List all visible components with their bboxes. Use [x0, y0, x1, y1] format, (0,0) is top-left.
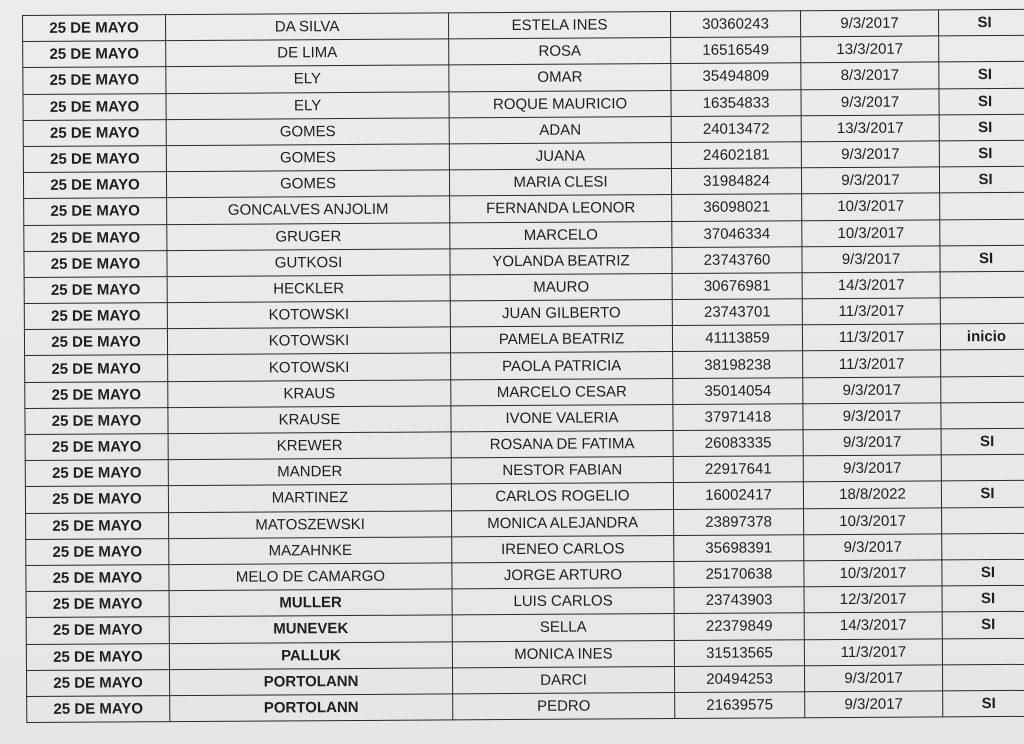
date-cell: 11/3/2017	[802, 298, 940, 325]
surname-cell: MULLER	[169, 589, 452, 617]
date-cell: 9/3/2017	[802, 246, 940, 273]
locality-cell: 25 DE MAYO	[24, 224, 167, 251]
document-number-cell: 37046334	[672, 220, 802, 247]
surname-cell: GRUGER	[167, 222, 450, 250]
date-cell: 9/3/2017	[803, 403, 941, 430]
document-number-cell: 16354833	[671, 89, 801, 116]
document-number-cell: 23897378	[674, 508, 804, 535]
status-cell	[942, 638, 1024, 665]
status-cell	[942, 507, 1024, 534]
surname-cell: DA SILVA	[166, 13, 449, 41]
locality-cell: 25 DE MAYO	[23, 119, 166, 146]
date-cell: 9/3/2017	[803, 455, 941, 482]
surname-cell: HECKLER	[167, 275, 450, 303]
locality-cell: 25 DE MAYO	[26, 591, 169, 618]
locality-cell: 25 DE MAYO	[27, 695, 170, 722]
given-name-cell: MONICA ALEJANDRA	[452, 509, 674, 537]
date-cell: 9/3/2017	[801, 167, 939, 194]
date-cell: 9/3/2017	[804, 665, 942, 692]
locality-cell: 25 DE MAYO	[23, 15, 166, 42]
given-name-cell: MARCELO	[450, 221, 672, 249]
table-row	[27, 690, 1024, 722]
status-cell: SI	[943, 690, 1024, 717]
surname-cell: MANDER	[168, 458, 451, 486]
given-name-cell: JUANA	[449, 142, 671, 170]
given-name-cell: ESTELA INES	[448, 12, 670, 40]
status-cell: SI	[939, 166, 1024, 193]
surname-cell: MATOSZEWSKI	[169, 510, 452, 538]
surname-cell: GOMES	[166, 118, 449, 146]
locality-cell: 25 DE MAYO	[27, 669, 170, 696]
given-name-cell: MARCELO CESAR	[451, 378, 673, 406]
locality-cell: 25 DE MAYO	[25, 486, 168, 513]
status-cell	[941, 402, 1024, 429]
surname-cell: PORTOLANN	[170, 694, 453, 722]
date-cell: 9/3/2017	[801, 88, 939, 115]
document-number-cell: 22917641	[673, 456, 803, 483]
locality-cell: 25 DE MAYO	[23, 93, 166, 120]
status-cell	[940, 219, 1024, 246]
surname-cell: KRAUS	[168, 380, 451, 408]
date-cell: 9/3/2017	[803, 429, 941, 456]
locality-cell: 25 DE MAYO	[25, 355, 168, 382]
surname-cell: PORTOLANN	[169, 668, 452, 696]
document-number-cell: 31984824	[671, 168, 801, 195]
locality-cell: 25 DE MAYO	[23, 67, 166, 94]
surname-cell: GUTKOSI	[167, 249, 450, 277]
date-cell: 8/3/2017	[801, 62, 939, 89]
surname-cell: MELO DE CAMARGO	[169, 563, 452, 591]
locality-cell: 25 DE MAYO	[26, 538, 169, 565]
locality-cell: 25 DE MAYO	[23, 172, 166, 199]
surname-cell: KRAUSE	[168, 406, 451, 434]
status-cell: SI	[940, 245, 1024, 272]
document-number-cell: 30360243	[670, 11, 800, 38]
date-cell: 9/3/2017	[805, 691, 943, 718]
surname-cell: GONCALVES ANJOLIM	[167, 196, 450, 224]
status-cell: SI	[941, 428, 1024, 455]
status-cell	[941, 376, 1024, 403]
given-name-cell: PEDRO	[453, 692, 675, 720]
surname-cell: KREWER	[168, 432, 451, 460]
date-cell: 10/3/2017	[802, 193, 940, 220]
given-name-cell: ADAN	[449, 116, 671, 144]
document-number-cell: 16516549	[671, 37, 801, 64]
date-cell: 11/3/2017	[804, 638, 942, 665]
given-name-cell: IVONE VALERIA	[451, 404, 673, 432]
date-cell: 13/3/2017	[801, 36, 939, 63]
date-cell: 11/3/2017	[803, 350, 941, 377]
document-number-cell: 30676981	[672, 273, 802, 300]
surname-cell: MARTINEZ	[168, 484, 451, 512]
locality-cell: 25 DE MAYO	[25, 407, 168, 434]
document-number-cell: 23743760	[672, 246, 802, 273]
given-name-cell: LUIS CARLOS	[452, 588, 674, 616]
status-cell: SI	[939, 62, 1024, 89]
locality-cell: 25 DE MAYO	[26, 643, 169, 670]
date-cell: 9/3/2017	[800, 10, 938, 37]
locality-cell: 25 DE MAYO	[26, 617, 169, 644]
given-name-cell: JORGE ARTURO	[452, 561, 674, 589]
locality-cell: 25 DE MAYO	[23, 146, 166, 173]
status-cell	[942, 533, 1024, 560]
date-cell: 14/3/2017	[804, 612, 942, 639]
date-cell: 9/3/2017	[803, 377, 941, 404]
document-number-cell: 41113859	[672, 325, 802, 352]
document-number-cell: 16002417	[673, 482, 803, 509]
document-number-cell: 37971418	[673, 404, 803, 431]
status-cell	[942, 664, 1024, 691]
locality-cell: 25 DE MAYO	[24, 276, 167, 303]
roster-table	[22, 9, 1024, 723]
locality-cell: 25 DE MAYO	[24, 329, 167, 356]
document-number-cell: 35494809	[671, 63, 801, 90]
date-cell: 9/3/2017	[804, 534, 942, 561]
given-name-cell: ROSA	[449, 38, 671, 66]
surname-cell: ELY	[166, 65, 449, 93]
document-number-cell: 20494253	[674, 665, 804, 692]
locality-cell: 25 DE MAYO	[24, 250, 167, 277]
surname-cell: KOTOWSKI	[167, 301, 450, 329]
document-number-cell: 21639575	[675, 692, 805, 719]
status-cell: SI	[939, 88, 1024, 115]
document-number-cell: 24013472	[671, 115, 801, 142]
status-cell: SI	[941, 481, 1024, 508]
given-name-cell: YOLANDA BEATRIZ	[450, 247, 672, 275]
given-name-cell: CARLOS ROGELIO	[451, 483, 673, 511]
status-cell: SI	[939, 140, 1024, 167]
status-cell	[939, 36, 1024, 63]
status-cell: inicio	[940, 324, 1024, 351]
date-cell: 11/3/2017	[802, 324, 940, 351]
locality-cell: 25 DE MAYO	[23, 41, 166, 68]
status-cell: SI	[942, 559, 1024, 586]
document-number-cell: 24602181	[671, 142, 801, 169]
status-cell: SI	[938, 9, 1024, 36]
surname-cell: DE LIMA	[166, 39, 449, 67]
status-cell: SI	[942, 585, 1024, 612]
date-cell: 10/3/2017	[802, 219, 940, 246]
status-cell: SI	[942, 612, 1024, 639]
status-cell	[941, 455, 1024, 482]
given-name-cell: ROQUE MAURICIO	[449, 90, 671, 118]
surname-cell: GOMES	[166, 170, 449, 198]
given-name-cell: PAMELA BEATRIZ	[450, 326, 672, 354]
date-cell: 10/3/2017	[804, 560, 942, 587]
date-cell: 14/3/2017	[802, 272, 940, 299]
status-cell	[940, 297, 1024, 324]
locality-cell: 25 DE MAYO	[25, 434, 168, 461]
surname-cell: KOTOWSKI	[168, 353, 451, 381]
given-name-cell: FERNANDA LEONOR	[450, 195, 672, 223]
given-name-cell: OMAR	[449, 64, 671, 92]
surname-cell: GOMES	[166, 144, 449, 172]
date-cell: 9/3/2017	[801, 141, 939, 168]
date-cell: 18/8/2022	[803, 481, 941, 508]
document-number-cell: 23743701	[672, 299, 802, 326]
given-name-cell: ROSANA DE FATIMA	[451, 431, 673, 459]
given-name-cell: NESTOR FABIAN	[451, 457, 673, 485]
surname-cell: MUNEVEK	[169, 615, 452, 643]
document-number-cell: 23743903	[674, 587, 804, 614]
locality-cell: 25 DE MAYO	[24, 198, 167, 225]
document-number-cell: 35698391	[674, 534, 804, 561]
document-number-cell: 26083335	[673, 430, 803, 457]
document-number-cell: 25170638	[674, 561, 804, 588]
date-cell: 12/3/2017	[804, 586, 942, 613]
locality-cell: 25 DE MAYO	[26, 565, 169, 592]
document-number-cell: 36098021	[672, 194, 802, 221]
given-name-cell: PAOLA PATRICIA	[451, 352, 673, 380]
locality-cell: 25 DE MAYO	[25, 460, 168, 487]
surname-cell: PALLUK	[169, 641, 452, 669]
document-number-cell: 38198238	[673, 351, 803, 378]
given-name-cell: IRENEO CARLOS	[452, 535, 674, 563]
surname-cell: MAZAHNKE	[169, 537, 452, 565]
given-name-cell: MAURO	[450, 273, 672, 301]
given-name-cell: SELLA	[452, 614, 674, 642]
given-name-cell: MARIA CLESI	[449, 169, 671, 197]
given-name-cell: MONICA INES	[452, 640, 674, 668]
status-cell	[941, 350, 1024, 377]
document-number-cell: 31513565	[674, 639, 804, 666]
given-name-cell: DARCI	[452, 666, 674, 694]
given-name-cell: JUAN GILBERTO	[450, 300, 672, 328]
document-number-cell: 22379849	[674, 613, 804, 640]
date-cell: 13/3/2017	[801, 115, 939, 142]
status-cell	[940, 193, 1024, 220]
document-number-cell: 35014054	[673, 377, 803, 404]
status-cell: SI	[939, 114, 1024, 141]
locality-cell: 25 DE MAYO	[24, 303, 167, 330]
locality-cell: 25 DE MAYO	[25, 381, 168, 408]
date-cell: 10/3/2017	[804, 507, 942, 534]
surname-cell: KOTOWSKI	[167, 327, 450, 355]
locality-cell: 25 DE MAYO	[26, 512, 169, 539]
surname-cell: ELY	[166, 91, 449, 119]
status-cell	[940, 271, 1024, 298]
roster-body	[23, 9, 1024, 722]
